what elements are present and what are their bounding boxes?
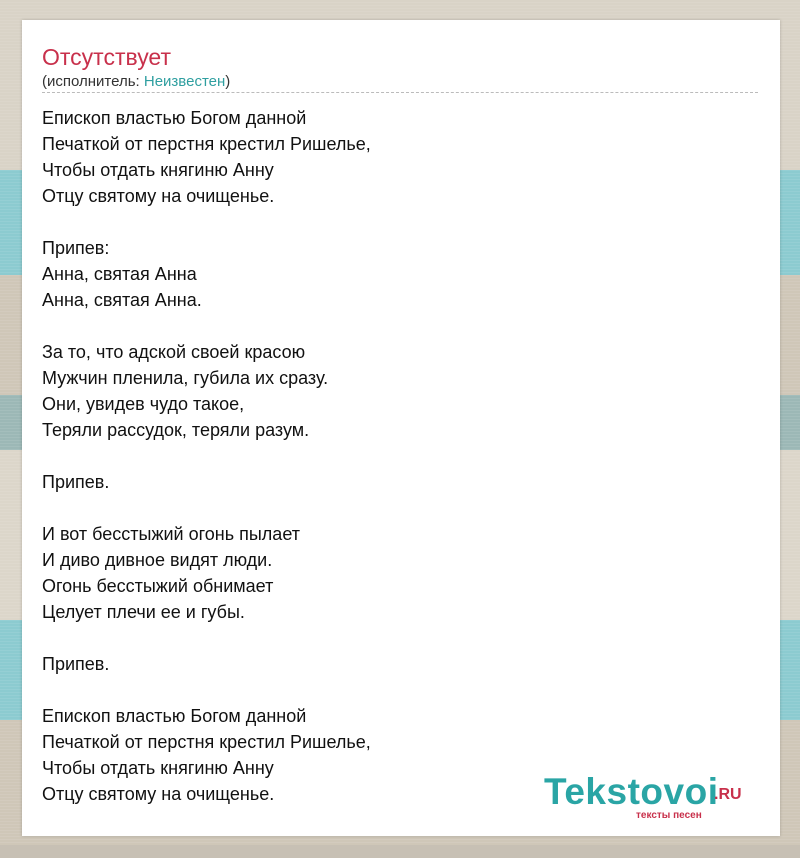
lyrics-text: Епископ властью Богом данной Печаткой от перстня крестил Ришелье, Чтобы отдать княгиню Анну Отцу святому на очищенье. Припев: Анна, святая Анна Анна, святая Анна. За то, что адской своей красою Мужчин пленила, губила их сразу. Они, увидев чудо такое, Теряли рассудок, теряли разум. Припев. И вот бесстыжий огонь пылает И диво дивное видят люди. Огонь бесстыжий обнимает Целует плечи ее и губы. Припев. Епископ властью Богом данной Печаткой от перстня крестил Ришелье, Чтобы отдать княгиню Анну Отцу святому на очищенье. [42, 108, 371, 804]
logo-wordmark: Tekstovoi [544, 771, 719, 812]
site-logo[interactable] [544, 772, 754, 822]
logo-tld: .RU [714, 786, 742, 803]
song-title: Отсутствует [42, 44, 171, 70]
artist-suffix: ) [225, 73, 231, 90]
artist-prefix: (исполнитель: [42, 73, 144, 90]
dashed-divider [42, 92, 758, 93]
lyrics-card [22, 20, 780, 836]
artist-link[interactable]: Неизвестен [143, 73, 226, 90]
artist-line [42, 73, 230, 91]
logo-tagline: тексты песен [636, 810, 702, 821]
background-strip [0, 845, 800, 858]
